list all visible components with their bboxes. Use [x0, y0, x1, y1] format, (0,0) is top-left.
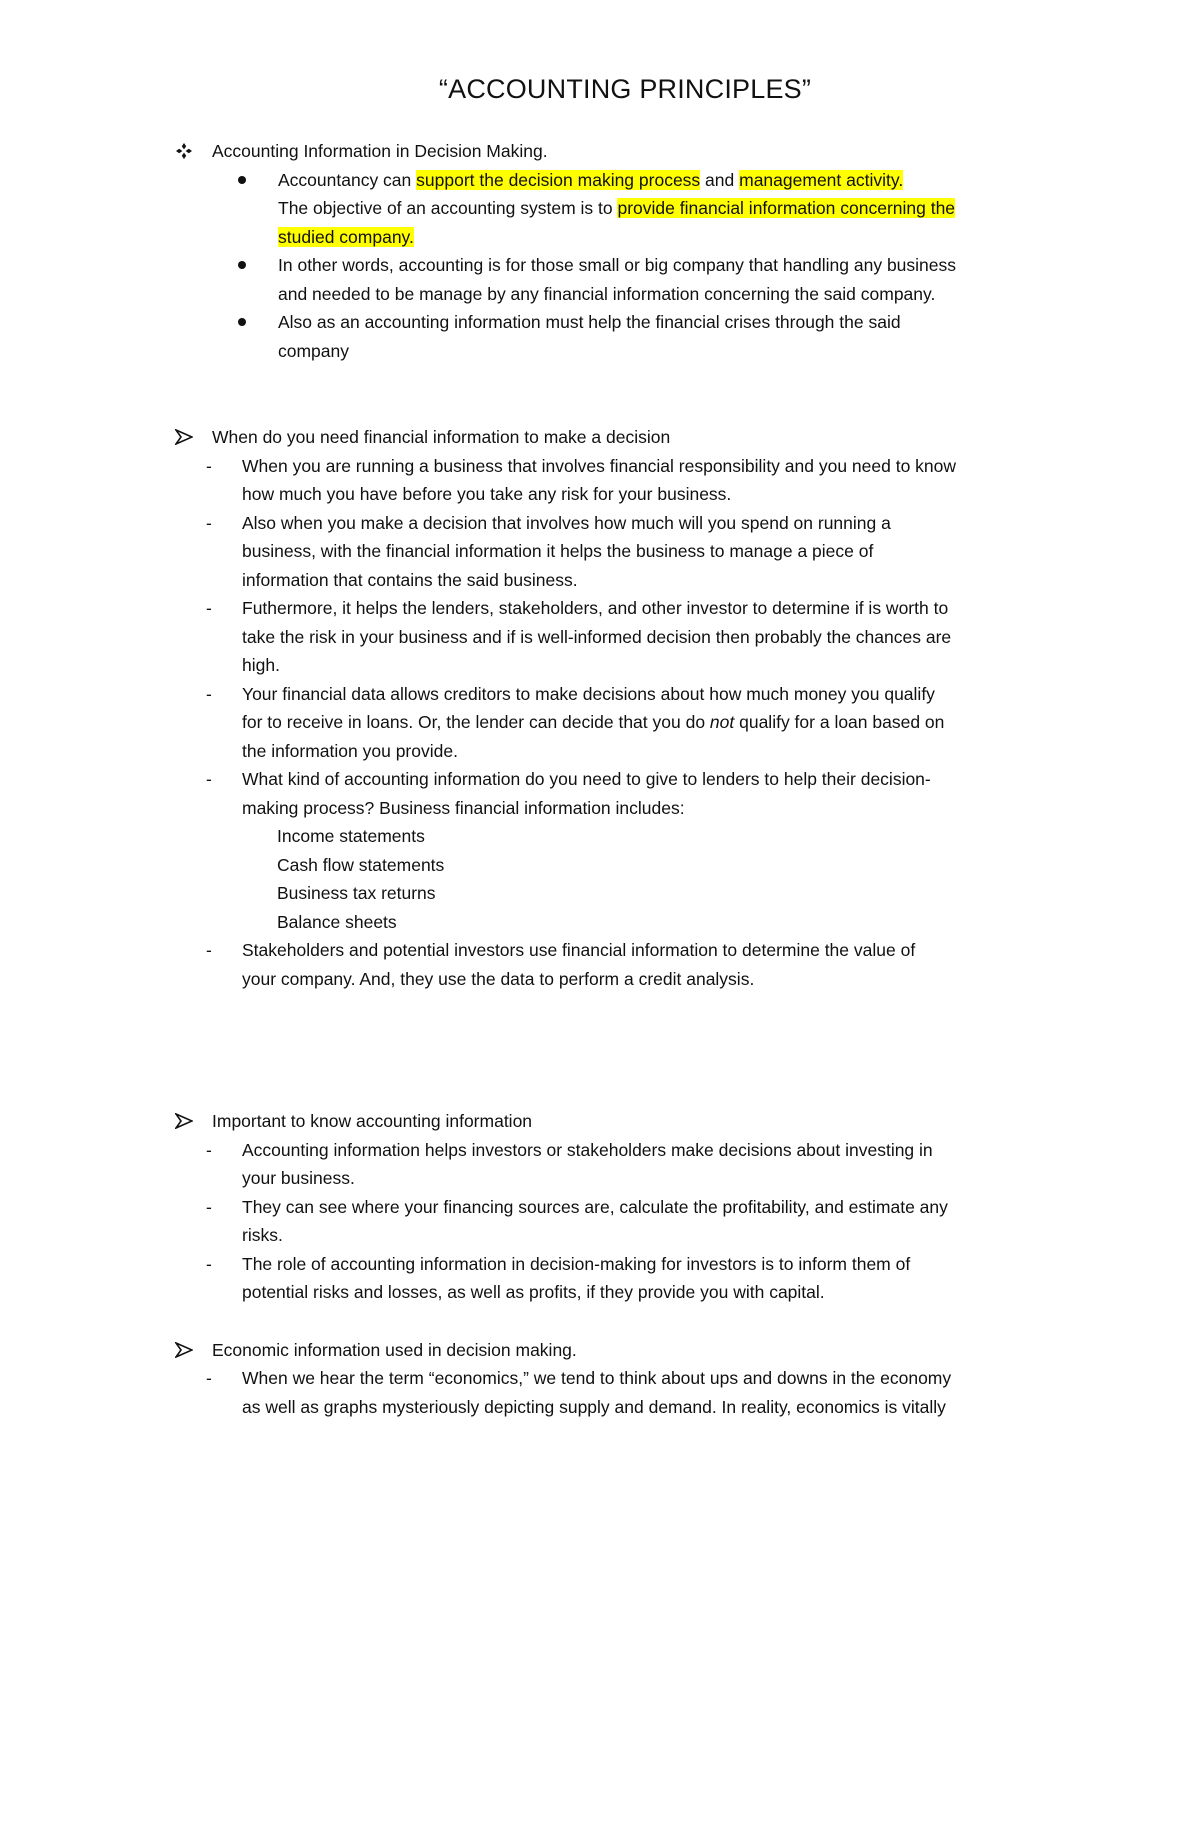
- list-item: [238, 166, 1060, 252]
- bullet-dot-icon: [238, 176, 246, 184]
- text-line: as well as graphs mysteriously depicting supply and demand. In reality, economics is vitally: [242, 1396, 946, 1417]
- list-item: [238, 251, 1060, 308]
- list-item: [206, 509, 1060, 595]
- list-item: [206, 1364, 1060, 1421]
- text-line: When we hear the term “economics,” we tend to think about ups and downs in the economy: [242, 1368, 952, 1388]
- text-line: Your financial data allows creditors to make decisions about how much money you qualify: [242, 683, 935, 704]
- text-line: Futhermore, it helps the lenders, stakeholders, and other investor to determine if is worth to: [242, 598, 949, 618]
- list-item: [206, 765, 1060, 936]
- text-line: Also when you make a decision that involves how much will you spend on running a: [242, 512, 891, 533]
- dash-marker: -: [206, 1253, 212, 1274]
- text-line: Stakeholders and potential investors use financial information to determine the value of: [242, 940, 916, 960]
- bullet-list: [170, 166, 1060, 366]
- dash-marker: -: [206, 455, 212, 476]
- text-run: and: [700, 169, 740, 190]
- sub-list-item: Business tax returns: [277, 883, 436, 903]
- text-line: business, with the financial information it helps the business to manage a piece of: [242, 541, 874, 561]
- document-title: “ACCOUNTING PRINCIPLES”: [438, 74, 812, 104]
- text-line: risks.: [242, 1225, 283, 1245]
- emphasized-text: not: [709, 712, 735, 732]
- list-item: [238, 308, 1060, 365]
- text-line: [278, 194, 1060, 223]
- text-line: Also as an accounting information must help the financial crises through the said: [278, 312, 901, 332]
- list-item: [206, 1250, 1060, 1307]
- section-heading: When do you need financial information to make a decision: [212, 427, 671, 447]
- list-item: [206, 594, 1060, 680]
- section-heading: Economic information used in decision making.: [212, 1339, 577, 1360]
- bullet-dot-icon: [238, 318, 246, 326]
- section-decision-making: [170, 137, 1060, 166]
- list-item: [206, 680, 1060, 766]
- sub-list-item: Cash flow statements: [277, 854, 445, 875]
- text-line: making process? Business financial information includes:: [242, 797, 685, 818]
- text-line: and needed to be manage by any financial information concerning the said company.: [278, 283, 936, 304]
- dash-list: [170, 1364, 1060, 1421]
- sub-list: [242, 822, 1060, 936]
- text-line: What kind of accounting information do you need to give to lenders to help their decision-: [242, 769, 931, 789]
- text-run: The objective of an accounting system is to: [278, 198, 618, 218]
- bullet-dot-icon: [238, 261, 246, 269]
- text-line: In other words, accounting is for those small or big company that handling any business: [278, 255, 957, 275]
- text-line: the information you provide.: [242, 740, 458, 761]
- dash-marker: -: [206, 1139, 212, 1160]
- highlighted-text: provide financial information concerning the: [617, 198, 956, 218]
- highlighted-text: management activity.: [739, 169, 904, 190]
- dash-marker: -: [206, 683, 212, 704]
- dash-list: [170, 452, 1060, 994]
- dash-marker: -: [206, 598, 212, 618]
- dash-list: [170, 1136, 1060, 1307]
- text-line: [278, 166, 1060, 195]
- section-when-needed: [170, 423, 1060, 452]
- text-run: Accountancy can: [278, 169, 417, 190]
- list-item: [206, 936, 1060, 993]
- dash-marker: -: [206, 769, 212, 789]
- text-line: high.: [242, 655, 280, 675]
- text-run: qualify for a loan based on: [734, 712, 945, 732]
- dash-marker: -: [206, 512, 212, 533]
- arrowhead-bullet-icon: [170, 1107, 198, 1135]
- text-line: [242, 708, 1060, 737]
- text-line: information that contains the said business.: [242, 569, 578, 590]
- highlighted-text: support the decision making process: [416, 169, 701, 190]
- sub-list-item: Balance sheets: [277, 911, 397, 932]
- text-line: [278, 223, 1060, 252]
- text-line: your company. And, they use the data to perform a credit analysis.: [242, 968, 755, 989]
- text-line: how much you have before you take any risk for your business.: [242, 484, 732, 504]
- text-line: Accounting information helps investors or stakeholders make decisions about investing in: [242, 1139, 933, 1160]
- highlighted-text: studied company.: [278, 226, 414, 247]
- four-diamond-bullet-icon: [170, 137, 198, 165]
- text-line: take the risk in your business and if is well-informed decision then probably the chances are: [242, 626, 952, 647]
- text-line: The role of accounting information in decision-making for investors is to inform them of: [242, 1253, 911, 1274]
- text-line: your business.: [242, 1168, 355, 1188]
- text-line: They can see where your financing sources are, calculate the profitability, and estimate any: [242, 1196, 948, 1217]
- text-line: When you are running a business that involves financial responsibility and you need to know: [242, 455, 957, 476]
- arrowhead-bullet-icon: [170, 1336, 198, 1364]
- section-important-to-know: [170, 1107, 1060, 1136]
- sub-list-item: Income statements: [277, 826, 425, 846]
- section-heading: Important to know accounting information: [212, 1111, 533, 1131]
- section-economic-information: [170, 1336, 1060, 1365]
- text-line: company: [278, 340, 350, 361]
- list-item: [206, 1136, 1060, 1193]
- section-heading: Accounting Information in Decision Making.: [212, 141, 548, 161]
- dash-marker: -: [206, 940, 212, 960]
- dash-marker: -: [206, 1196, 212, 1217]
- list-item: [206, 452, 1060, 509]
- text-run: for to receive in loans. Or, the lender can decide that you do: [242, 712, 710, 732]
- text-line: potential risks and losses, as well as profits, if they provide you with capital.: [242, 1282, 825, 1302]
- arrowhead-bullet-icon: [170, 423, 198, 451]
- dash-marker: -: [206, 1368, 212, 1388]
- list-item: [206, 1193, 1060, 1250]
